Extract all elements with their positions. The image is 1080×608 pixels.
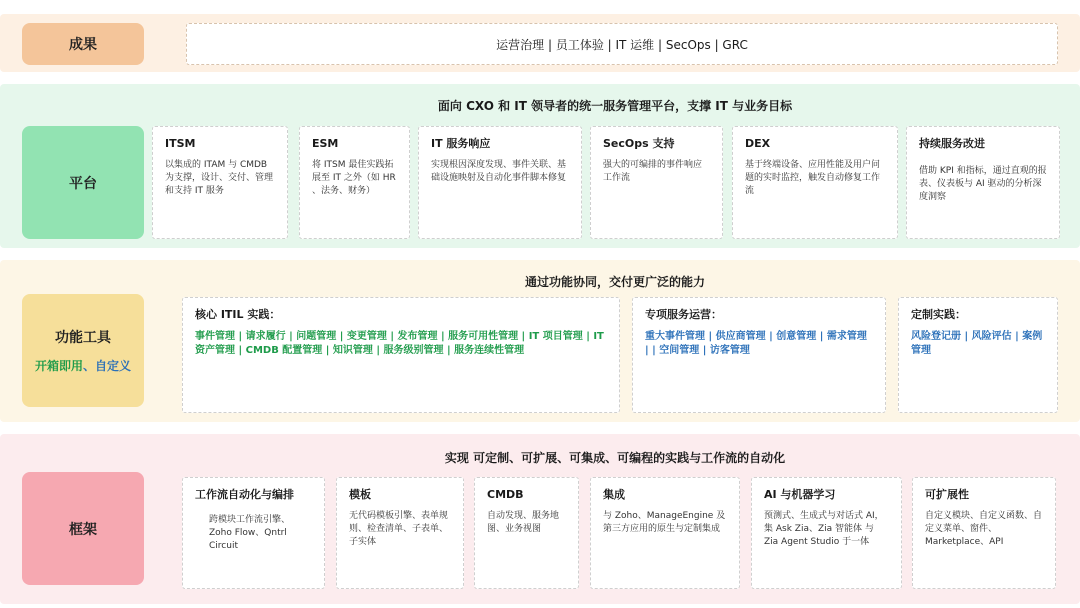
function-heading: 通过功能协同，交付更广泛的能力 [524, 275, 705, 289]
framework-card-extensibility [912, 477, 1056, 589]
card-title: 模板 [349, 488, 371, 501]
framework-label: 框架 [69, 521, 97, 538]
card-desc: 将 ITSM 最佳实践拓展至 IT 之外（如 HR 、法务、财务） [312, 160, 396, 196]
card-title: DEX [745, 137, 771, 150]
card-desc: 与 Zoho、ManageEngine 及第三方应用的原生与定制集成 [603, 511, 726, 534]
platform-card-dex [732, 126, 898, 239]
platform-label: 平台 [69, 175, 97, 192]
card-desc: 实现根因深度发现、事件关联、基础设施映射及自动化事件脚本修复 [431, 160, 567, 183]
framework-card-templates [336, 477, 464, 589]
framework-card-integration [590, 477, 740, 589]
outcome-content: 运营治理 | 员工体验 | IT 运维 | SecOps | GRC [186, 23, 1058, 65]
platform-heading: 面向 CXO 和 IT 领导者的统一服务管理平台，支撑 IT 与业务目标 [437, 99, 793, 113]
platform-card-secops [590, 126, 723, 239]
card-desc: 跨模块工作流引擎、Zoho Flow、Qntrl Circuit [209, 515, 291, 551]
card-title: 工作流自动化与编排 [195, 488, 294, 501]
function-tag [22, 294, 144, 407]
platform-card-it-service-response [418, 126, 582, 239]
platform-card-itsm [152, 126, 288, 239]
card-desc: 自动发现、服务地图、业务视图 [487, 511, 560, 534]
framework-card-ai-ml [751, 477, 902, 589]
card-desc: 重大事件管理 | 供应商管理 | 创意管理 | 需求管理 | | 空间管理 | 访客管理 [645, 331, 867, 356]
framework-tag [22, 472, 144, 585]
function-sublabel [35, 357, 131, 374]
framework-card-cmdb [474, 477, 579, 589]
card-desc: 基于终端设备、应用性能及用户问题的实时监控，触发自动修复工作流 [745, 160, 881, 196]
card-title: ESM [312, 137, 339, 150]
platform-card-esm [299, 126, 410, 239]
outcome-label: 成果 [69, 37, 97, 53]
card-title: 定制实践： [911, 308, 966, 321]
function-card-core-itil [182, 297, 620, 413]
card-desc: 自定义模块、自定义函数、自定义菜单、窗件、Marketplace、API [925, 511, 1043, 547]
card-desc: 无代码模板引擎、表单规则、检查清单、子表单、子实体 [349, 511, 449, 547]
card-desc: 事件管理 | 请求履行 | 问题管理 | 变更管理 | 发布管理 | 服务可用性管理 | IT 项目管理 | IT 资产管理 | CMDB 配置管理 | 知识管理 | 服务级别管理 | 服务连续性管理 [195, 331, 604, 356]
card-title: 专项服务运营： [645, 308, 722, 321]
card-desc: 预测式、生成式与对话式 AI，集 Ask Zia、Zia 智能体 与 Zia Agent Studio 于一体 [764, 511, 884, 547]
outcome-tag [22, 23, 144, 65]
card-title: AI 与机器学习 [764, 488, 836, 501]
card-title: 持续服务改进 [919, 137, 985, 150]
function-card-custom-practice [898, 297, 1058, 413]
card-desc: 强大的可编排的事件响应工作流 [603, 160, 703, 183]
function-label: 功能工具 [55, 330, 111, 346]
platform-tag [22, 126, 144, 239]
card-title: 集成 [603, 488, 625, 501]
card-desc: 以集成的 ITAM 与 CMDB 为支撑，设计、交付、管理和支持 IT 服务 [165, 160, 274, 196]
card-title: IT 服务响应 [431, 137, 491, 150]
card-title: CMDB [487, 488, 524, 501]
framework-card-workflow [182, 477, 325, 589]
function-sublabel-custom: 自定义 [95, 359, 132, 373]
card-title: ITSM [165, 137, 196, 150]
function-card-specialized-ops [632, 297, 886, 413]
platform-card-continuous-improvement [906, 126, 1060, 239]
card-desc: 风险登记册 | 风险评估 | 案例管理 [911, 331, 1043, 356]
card-title: 核心 ITIL 实践： [195, 308, 281, 321]
function-sublabel-ootb: 开箱即用 [34, 359, 83, 373]
card-title: SecOps 支持 [603, 137, 675, 150]
function-sublabel-separator: 、 [82, 359, 95, 373]
framework-heading: 实现 可定制、可扩展、可集成、可编程的实践与工作流的自动化 [444, 451, 786, 465]
card-title: 可扩展性 [925, 488, 969, 501]
card-desc: 借助 KPI 和指标，通过直观的报表、仪表板与 AI 驱动的分析深度洞察 [919, 166, 1047, 202]
